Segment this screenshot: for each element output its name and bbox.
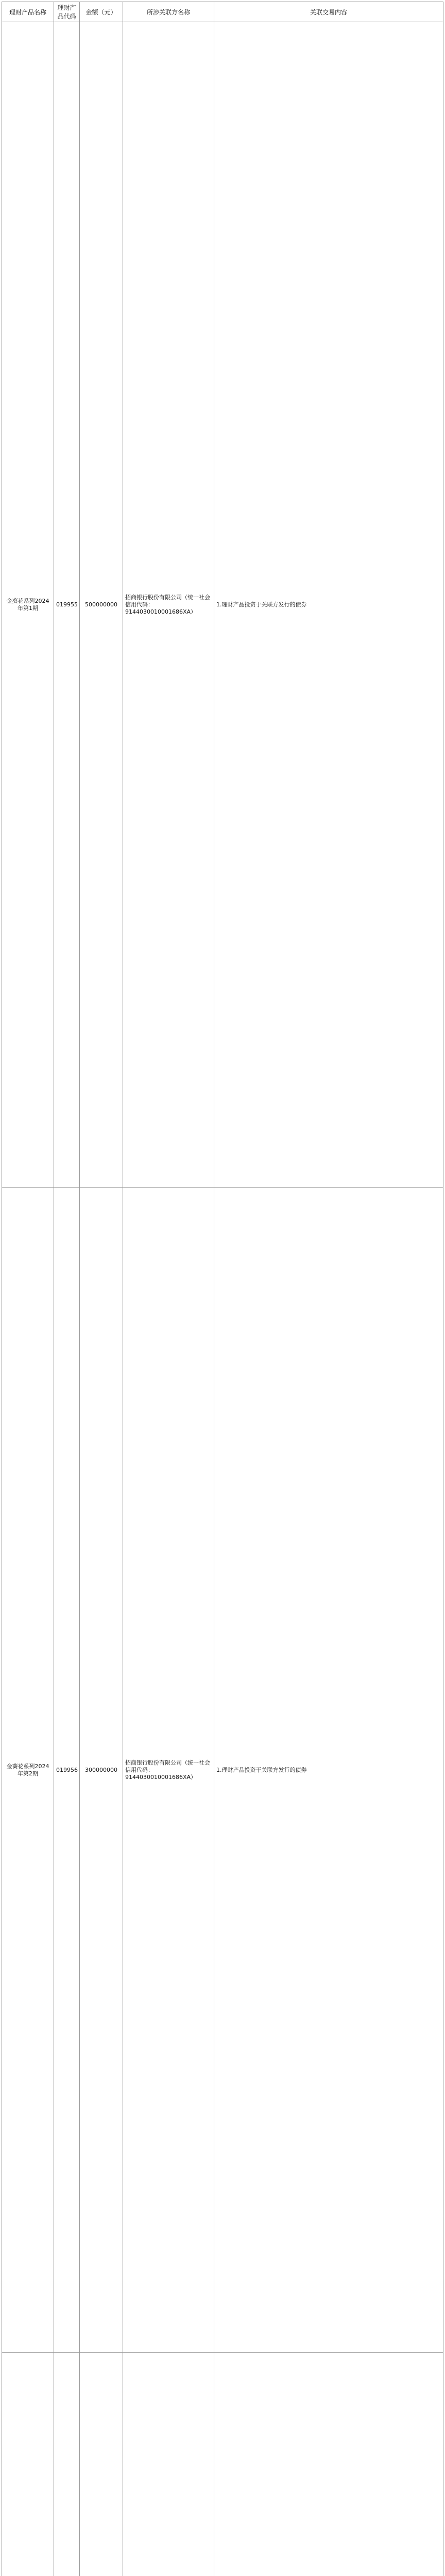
amount-cell: 500000000	[80, 22, 123, 1188]
related-party-cell: 招商银行股份有限公司（统一社会信用代码：9144030010001686XA）	[123, 1188, 214, 2353]
header-transaction-content: 关联交易内容	[214, 2, 443, 22]
transaction-content-cell: 1.理财产品投资于关联方发行的债券	[214, 1188, 443, 2353]
related-party-cell: 招商银行股份有限公司（统一社会信用代码：9144030010001686XA）	[123, 22, 214, 1188]
header-product-name: 理财产品名称	[2, 2, 54, 22]
transaction-content-cell: 1.理财产品投资于关联方发行的债券	[214, 22, 443, 1188]
header-related-party: 所涉关联方名称	[123, 2, 214, 22]
amount-cell: 300000000	[80, 1188, 123, 2353]
product-name-cell: 金葵花系列2024年第2期	[2, 1188, 54, 2353]
related-transactions-table	[2, 2, 443, 2576]
header-product-code: 理财产品代码	[54, 2, 80, 22]
amount-cell	[80, 2353, 123, 2576]
product-name-cell: 金葵花系列2024年第1期	[2, 22, 54, 1188]
related-party-cell	[123, 2353, 214, 2576]
table-row	[2, 22, 443, 1188]
product-name-cell	[2, 2353, 54, 2576]
table-row	[2, 1188, 443, 2353]
table-header-row	[2, 2, 443, 22]
product-code-cell	[54, 2353, 80, 2576]
table-row	[2, 2353, 443, 2576]
product-code-cell: 019955	[54, 22, 80, 1188]
transaction-content-cell	[214, 2353, 443, 2576]
header-amount: 金额（元）	[80, 2, 123, 22]
product-code-cell: 019956	[54, 1188, 80, 2353]
table-body	[2, 22, 443, 2576]
